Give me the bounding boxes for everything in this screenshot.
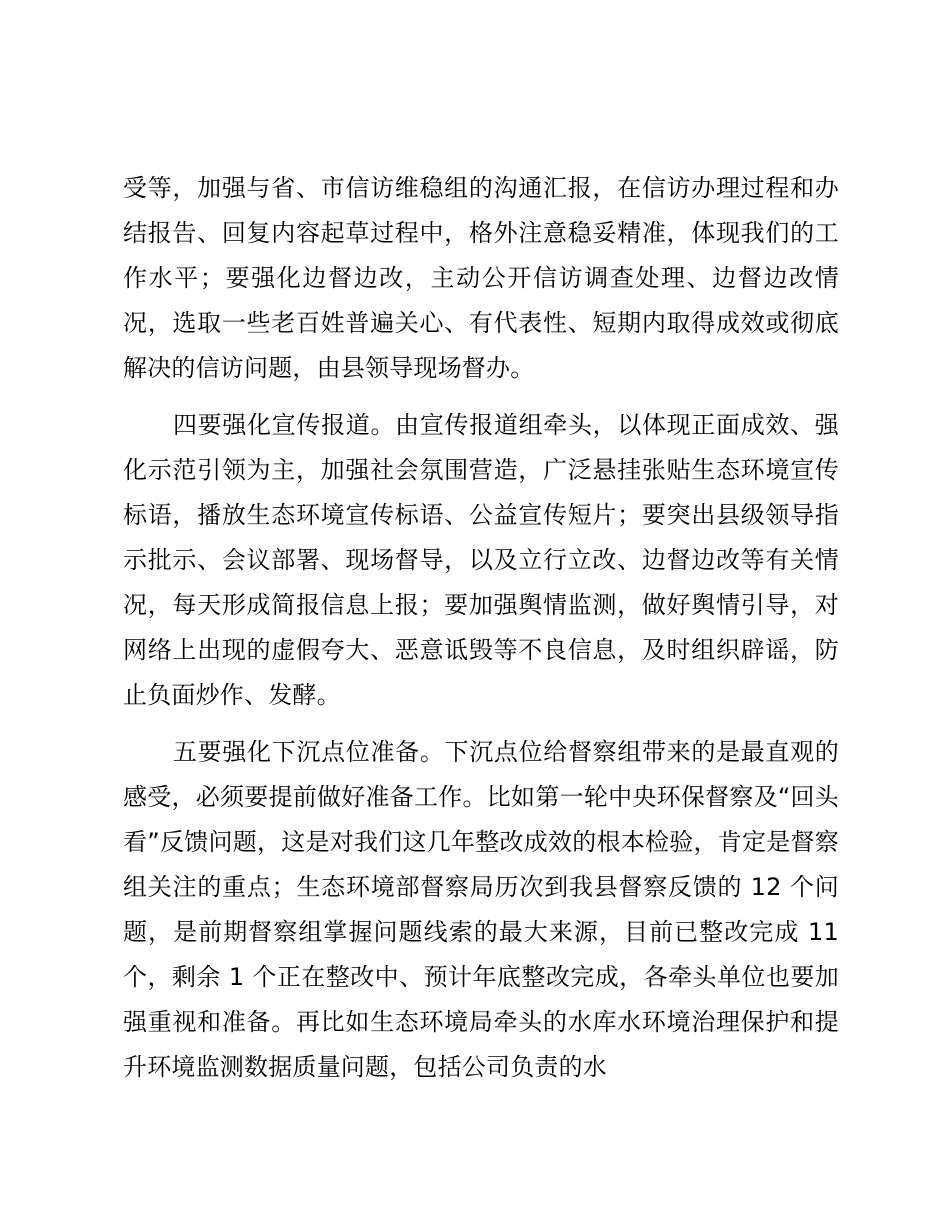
paragraph-spacer — [123, 391, 839, 403]
paragraph-2: 四要强化宣传报道。由宣传报道组牵头，以体现正面成效、强化示范引领为主，加强社会氛围营造，广泛悬挂张贴生态环境宣传标语，播放生态环境宣传标语、公益宣传短片；要突出县级领导指示批示、会议部署、现场督导，以及立行立改、边督边改等有关情况，每天形成简报信息上报；要加强舆情监测，做好舆情引导，对网络上出现的虚假夸大、恶意诋毁等不良信息，及时组织辟谣，防止负面炒作、发酵。 — [123, 411, 839, 709]
paragraph-spacer — [123, 718, 839, 730]
document-body — [123, 166, 839, 1090]
paragraph-3: 五要强化下沉点位准备。下沉点位给督察组带来的是最直观的感受，必须要提前做好准备工作。比如第一轮中央环保督察及“回头看”反馈问题，这是对我们这几年整改成效的根本检验，肯定是督察组关注的重点；生态环境部督察局历次到我县督察反馈的 12 个问题，是前期督察组掌握问题线索的最大来源，目前已整改完成 11 个，剩余 1 个正在整改中、预计年底整改完成，各牵头单位也要加强重视和准备。再比如生态环境局牵头的水库水环境治理保护和提升环境监测数据质量问题，包括公司负责的水 — [123, 738, 839, 1081]
paragraph-1: 受等，加强与省、市信访维稳组的沟通汇报，在信访办理过程和办结报告、回复内容起草过程中，格外注意稳妥精准，体现我们的工作水平；要强化边督边改，主动公开信访调查处理、边督边改情况，选取一些老百姓普遍关心、有代表性、短期内取得成效或彻底解决的信访问题，由县领导现场督办。 — [123, 174, 839, 382]
